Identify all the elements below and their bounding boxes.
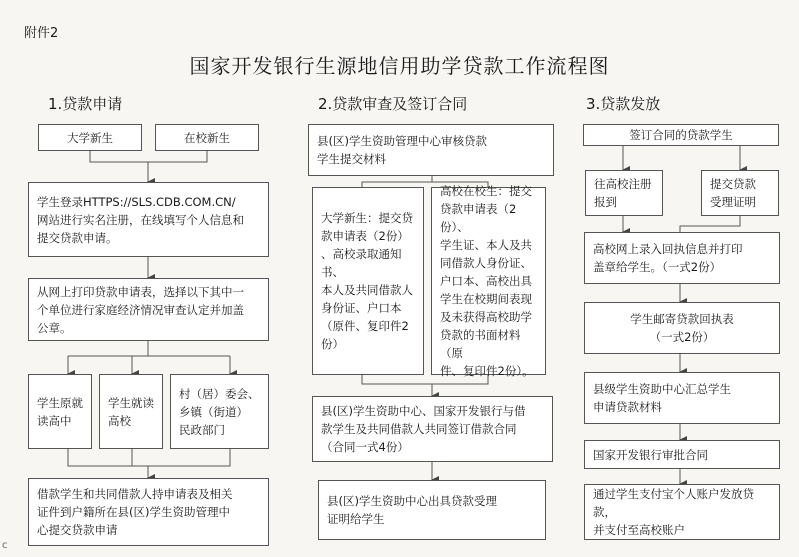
section-heading-disbursement: 3.贷款发放 [586, 95, 661, 113]
box-register-at-school: 往高校注册 报到 [585, 170, 663, 216]
box-submit-certificate: 提交贷款 受理证明 [701, 170, 779, 216]
box-cdb-approval: 国家开发银行审批合同 [584, 440, 780, 469]
box-mail-receipt: 学生邮寄贷款回执表 （一式2份） [584, 302, 780, 354]
page-title: 国家开发银行生源地信用助学贷款工作流程图 [189, 54, 610, 78]
box-county-review: 县(区)学生资助管理中心审核贷款 学生提交材料 [308, 124, 554, 176]
corner-mark: c [2, 540, 8, 551]
box-county-summary: 县级学生资助中心汇总学生 申请贷款材料 [584, 372, 780, 424]
box-signed-students: 签订合同的贷款学生 [583, 124, 779, 146]
box-school-entry: 高校网上录入回执信息并打印 盖章给学生。（一式2份） [584, 232, 780, 284]
arrow-merge-bottom [68, 449, 230, 466]
box-disburse: 通过学生支付宝个人账户发放贷款， 并支付至高校账户 [584, 484, 780, 540]
box-high-school: 学生原就 读高中 [28, 374, 92, 449]
box-issue-certificate: 县(区)学生资助中心出具贷款受理 证明给学生 [318, 480, 546, 540]
section-heading-review: 2.贷款审查及签订合同 [318, 95, 468, 113]
section-heading-application: 1.贷款申请 [48, 95, 123, 113]
box-village-committee: 村（居）委会、 乡镇（街道） 民政部门 [170, 374, 269, 449]
box-current-student: 在校新生 [155, 124, 259, 151]
box-sign-contract: 县(区)学生资助中心、国家开发银行与借 款学生及共同借款人共同签订借款合同 （合同一式4份） [312, 396, 553, 462]
box-register: 学生登录HTTPS://SLS.CDB.COM.CN/ 网站进行实名注册，在线填写个人信息和 提交贷款申请。 [28, 182, 269, 257]
box-university: 学生就读 高校 [99, 374, 163, 449]
box-print-form: 从网上打印贷款申请表，选择以下其中一 个单位进行家庭经济情况审查认定并加盖 公章。 [28, 278, 269, 341]
annex-label: 附件2 [24, 26, 59, 41]
arrow-cert-merge [680, 216, 740, 232]
arrow-freshman-merge [90, 151, 207, 162]
box-current-student-docs: 高校在校生：提交 贷款申请表（2份）、 学生证、本人及共 同借款人身份证、 户口本、高校出具 学生在校期间表现 及未获得高校助学 贷款的书面材料（原 件、复印件2份）。 [431, 187, 546, 375]
box-submit-docs: 借款学生和共同借款人持申请表及相关 证件到户籍所在县(区)学生资助管理中 心提交贷款申请 [28, 478, 269, 546]
box-freshman-docs: 大学新生：提交贷 款申请表（2份） 、高校录取通知书、 本人及共同借款人 身份证、户口本 （原件、复印件2份） [312, 187, 424, 375]
box-freshman: 大学新生 [38, 124, 142, 151]
